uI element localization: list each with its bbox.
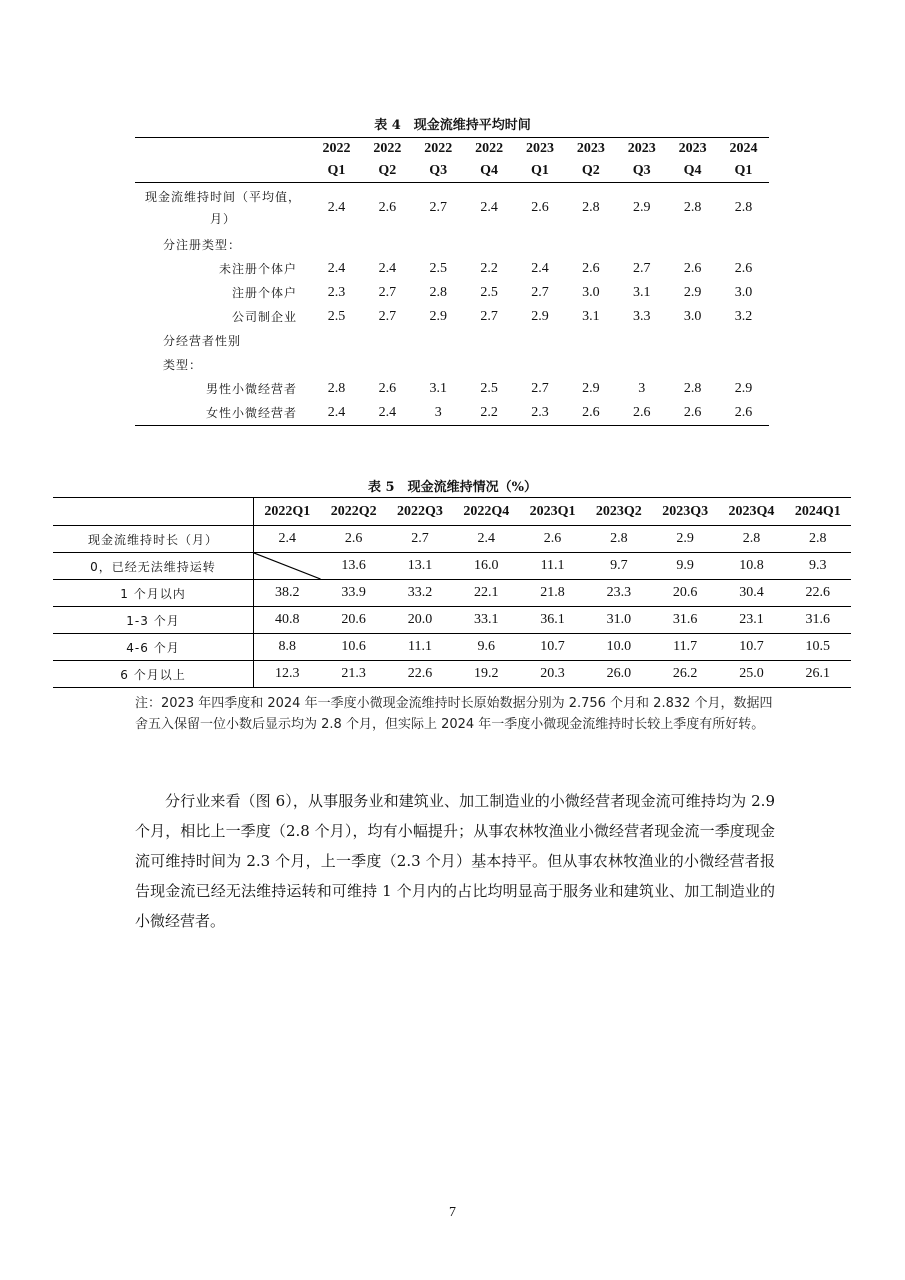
table5-cell: 22.6 <box>387 661 453 688</box>
table5-cell: 2.9 <box>652 526 718 553</box>
table4-cell: 2.4 <box>362 401 413 426</box>
table4-cell: 2.3 <box>327 284 346 300</box>
table4-cell: 3.0 <box>734 284 753 300</box>
table5-footnote: 注：2023 年四季度和 2024 年一季度小微现金流维持时长原始数据分别为 2.756 个月和 2.832 个月，数据四舍五入保留一位小数后显示均为 2.8 个月，但实际上 2024 年一季度小微现金流维持时长较上季度有所好转。 <box>135 696 773 732</box>
table5-cell: 36.1 <box>519 607 585 634</box>
table5-cell: 10.8 <box>718 553 784 580</box>
table4-cell: 2.6 <box>531 199 549 215</box>
table5-cell: 22.1 <box>453 580 519 607</box>
table5-row-label: 1 个月以内 <box>53 580 254 607</box>
page-number: 7 <box>449 1205 456 1220</box>
table5 <box>53 497 851 688</box>
table5-empty-diagonal-cell <box>254 553 321 580</box>
table4-row <box>135 305 769 329</box>
table4-header-quarter: Q1 <box>311 160 362 183</box>
table5-cell: 26.1 <box>785 661 851 688</box>
table5-cell: 31.0 <box>586 607 652 634</box>
table4-cell: 2.6 <box>667 401 718 426</box>
table5-header-row <box>53 498 851 526</box>
table5-header-cell: 2024Q1 <box>785 498 851 526</box>
table4-cell: 2.7 <box>531 284 549 300</box>
table4-header-quarter: Q2 <box>565 160 616 183</box>
table4-cell: 3.1 <box>582 308 600 324</box>
table4-cell: 3.1 <box>632 284 651 300</box>
table4-cell: 2.3 <box>515 401 566 426</box>
table5-row-label: 4-6 个月 <box>53 634 254 661</box>
table5-row-label: 现金流维持时长（月） <box>53 526 254 553</box>
table4-cell: 2.9 <box>531 308 549 324</box>
table5-cell: 21.3 <box>321 661 387 688</box>
table4-cell: 2.2 <box>480 260 498 276</box>
table4-cell: 2.8 <box>582 199 600 215</box>
table5-cell: 2.8 <box>785 526 851 553</box>
table4-cell: 2.9 <box>632 199 651 215</box>
table4-header-quarter: Q1 <box>515 160 566 183</box>
table4-cell: 2.4 <box>311 401 362 426</box>
table4-cell: 3 <box>413 401 464 426</box>
table5-header-cell: 2022Q3 <box>387 498 453 526</box>
table4-cell: 2.5 <box>480 380 498 396</box>
table4-section-row <box>135 353 769 377</box>
table4-row-label: 未注册个体户 <box>218 261 297 276</box>
table5-cell: 25.0 <box>718 661 784 688</box>
table5-cell: 33.1 <box>453 607 519 634</box>
table5-cell: 2.4 <box>254 526 321 553</box>
table4-cell: 2.9 <box>683 284 702 300</box>
table4-header-year: 2022 <box>413 138 464 161</box>
table4-header-corner <box>135 138 311 161</box>
table4-section-label: 类型： <box>163 357 203 372</box>
table4-row-label: 现金流维持时间（平均值，月） <box>144 189 301 226</box>
table4-cell: 2.4 <box>327 260 346 276</box>
table4-row-label: 注册个体户 <box>231 285 297 300</box>
table5-row-label: 6 个月以上 <box>53 661 254 688</box>
table4-cell: 2.6 <box>582 260 600 276</box>
table5-cell: 40.8 <box>254 607 321 634</box>
table5-row <box>53 661 851 688</box>
table5-row-label: 0，已经无法维持运转 <box>53 553 254 580</box>
table4-cell: 2.6 <box>565 401 616 426</box>
table5-cell: 10.7 <box>519 634 585 661</box>
table4-header-quarter: Q1 <box>718 160 769 183</box>
table4-cell: 2.4 <box>327 199 346 215</box>
table5-cell: 20.6 <box>652 580 718 607</box>
table5-cell: 2.8 <box>586 526 652 553</box>
table4-cell: 2.8 <box>683 380 702 396</box>
table4-cell: 2.4 <box>531 260 549 276</box>
table4-row-label: 男性小微经营者 <box>205 381 297 396</box>
table5-cell: 26.0 <box>586 661 652 688</box>
table4-cell: 2.2 <box>464 401 515 426</box>
table4-header-quarter: Q4 <box>667 160 718 183</box>
table4-header-year: 2023 <box>565 138 616 161</box>
table4-cell: 2.7 <box>429 199 447 215</box>
table4-cell: 2.8 <box>683 199 702 215</box>
table4-caption: 表 4 现金流维持平均时间 <box>374 118 531 133</box>
table4-header-quarter: Q4 <box>464 160 515 183</box>
table4-cell: 2.6 <box>734 260 753 276</box>
table5-row <box>53 607 851 634</box>
table5-cell: 2.4 <box>453 526 519 553</box>
table4-cell: 3.0 <box>683 308 702 324</box>
table5-header-cell: 2023Q2 <box>586 498 652 526</box>
table4-section-label: 分经营者性别 <box>163 333 242 348</box>
table5-caption: 表 5 现金流维持情况（%） <box>368 480 537 495</box>
table4-section-row <box>135 329 769 353</box>
table5-header-cell: 2023Q3 <box>652 498 718 526</box>
table5-cell: 8.8 <box>254 634 321 661</box>
table5-row <box>53 526 851 553</box>
table5-cell: 19.2 <box>453 661 519 688</box>
table5-cell: 20.0 <box>387 607 453 634</box>
table5-cell: 13.1 <box>387 553 453 580</box>
table5-cell: 22.6 <box>785 580 851 607</box>
table4-cell: 2.8 <box>327 380 346 396</box>
table5-cell: 21.8 <box>519 580 585 607</box>
table5-row <box>53 580 851 607</box>
table4-cell: 3.2 <box>734 308 753 324</box>
table5-cell: 11.7 <box>652 634 718 661</box>
table4-row <box>135 281 769 305</box>
table4-cell: 2.9 <box>582 380 600 396</box>
table5-cell: 16.0 <box>453 553 519 580</box>
table4-header-year: 2023 <box>667 138 718 161</box>
table5-cell: 9.3 <box>785 553 851 580</box>
table4-header-year: 2022 <box>311 138 362 161</box>
table4-cell: 3 <box>638 380 646 396</box>
table5-header-cell: 2022Q2 <box>321 498 387 526</box>
table4-header-quarters <box>135 160 769 183</box>
table4-header-year: 2022 <box>362 138 413 161</box>
table4-cell: 2.7 <box>378 284 397 300</box>
table4-header-quarter: Q3 <box>413 160 464 183</box>
table4-cell: 2.6 <box>378 380 397 396</box>
table5-row <box>53 553 851 580</box>
table5-cell: 10.7 <box>718 634 784 661</box>
table5-cell: 38.2 <box>254 580 321 607</box>
table4-row <box>135 257 769 281</box>
table4-row <box>135 183 769 233</box>
table5-cell: 9.7 <box>586 553 652 580</box>
table5-cell: 30.4 <box>718 580 784 607</box>
table4-cell: 2.9 <box>734 380 753 396</box>
table4-cell: 2.4 <box>378 260 397 276</box>
table5-cell: 10.5 <box>785 634 851 661</box>
table4-cell: 2.8 <box>734 199 753 215</box>
table4-cell: 2.9 <box>429 308 447 324</box>
table5-cell: 11.1 <box>519 553 585 580</box>
table5-cell: 31.6 <box>652 607 718 634</box>
table4-row-label: 女性小微经营者 <box>135 401 311 426</box>
table5-cell: 33.2 <box>387 580 453 607</box>
table4-cell: 2.7 <box>378 308 397 324</box>
table5-row <box>53 634 851 661</box>
table5-cell: 2.7 <box>387 526 453 553</box>
table5-cell: 31.6 <box>785 607 851 634</box>
table4-row <box>135 377 769 401</box>
table5-cell: 23.3 <box>586 580 652 607</box>
table5-cell: 9.9 <box>652 553 718 580</box>
table4-cell: 2.5 <box>480 284 498 300</box>
body-paragraph: 分行业来看（图 6），从事服务业和建筑业、加工制造业的小微经营者现金流可维持均为 2.9 个月，相比上一季度（2.8 个月），均有小幅提升；从事农林牧渔业小微经营者现金流一季度现金流可维持时间为 2.3 个月，上一季度（2.3 个月）基本持平。但从事农林牧渔业的小微经营者报告现金流已经无法维持运转和可维持 1 个月内的占比均明显高于服务业和建筑业、加工制造业的小微经营者。 <box>135 792 775 930</box>
table5-row-label: 1-3 个月 <box>53 607 254 634</box>
table5-header-cell: 2022Q4 <box>453 498 519 526</box>
table5-cell: 2.6 <box>519 526 585 553</box>
table5-cell: 10.0 <box>586 634 652 661</box>
table4-header-quarter: Q3 <box>616 160 667 183</box>
table5-cell: 20.6 <box>321 607 387 634</box>
table5-cell: 23.1 <box>718 607 784 634</box>
table4-header-year: 2023 <box>515 138 566 161</box>
table4-row-label: 公司制企业 <box>231 309 297 324</box>
table4-cell: 2.7 <box>531 380 549 396</box>
table4-header-year: 2022 <box>464 138 515 161</box>
table5-cell: 2.8 <box>718 526 784 553</box>
table4-section-label: 分注册类型： <box>163 237 242 252</box>
table4-section-row <box>135 233 769 257</box>
table4-cell: 2.8 <box>429 284 447 300</box>
table5-cell: 12.3 <box>254 661 321 688</box>
table4-cell: 3.1 <box>429 380 447 396</box>
table4-row <box>135 401 769 426</box>
table5-header-cell: 2023Q1 <box>519 498 585 526</box>
table4-cell: 2.5 <box>327 308 346 324</box>
table4-header-year: 2023 <box>616 138 667 161</box>
table5-cell: 20.3 <box>519 661 585 688</box>
table4-cell: 3.3 <box>632 308 651 324</box>
table4-cell: 2.4 <box>480 199 498 215</box>
table4-header-corner <box>135 160 311 183</box>
table4 <box>135 137 769 426</box>
table5-header-corner <box>53 498 254 526</box>
table5-cell: 11.1 <box>387 634 453 661</box>
table4-cell: 2.6 <box>616 401 667 426</box>
table5-cell: 13.6 <box>321 553 387 580</box>
table5-cell: 33.9 <box>321 580 387 607</box>
table4-cell: 2.6 <box>718 401 769 426</box>
table5-cell: 9.6 <box>453 634 519 661</box>
table4-header-year: 2024 <box>718 138 769 161</box>
table5-header-cell: 2023Q4 <box>718 498 784 526</box>
table4-cell: 2.5 <box>429 260 447 276</box>
diagonal-slash <box>254 553 321 579</box>
table4-cell: 2.7 <box>480 308 498 324</box>
table5-cell: 26.2 <box>652 661 718 688</box>
table5-cell: 2.6 <box>321 526 387 553</box>
table4-header-years <box>135 138 769 161</box>
table4-header-quarter: Q2 <box>362 160 413 183</box>
table5-header-cell: 2022Q1 <box>254 498 321 526</box>
table4-cell: 2.6 <box>683 260 702 276</box>
table4-cell: 3.0 <box>582 284 600 300</box>
table4-cell: 2.7 <box>632 260 651 276</box>
table5-cell: 10.6 <box>321 634 387 661</box>
table4-cell: 2.6 <box>378 199 397 215</box>
